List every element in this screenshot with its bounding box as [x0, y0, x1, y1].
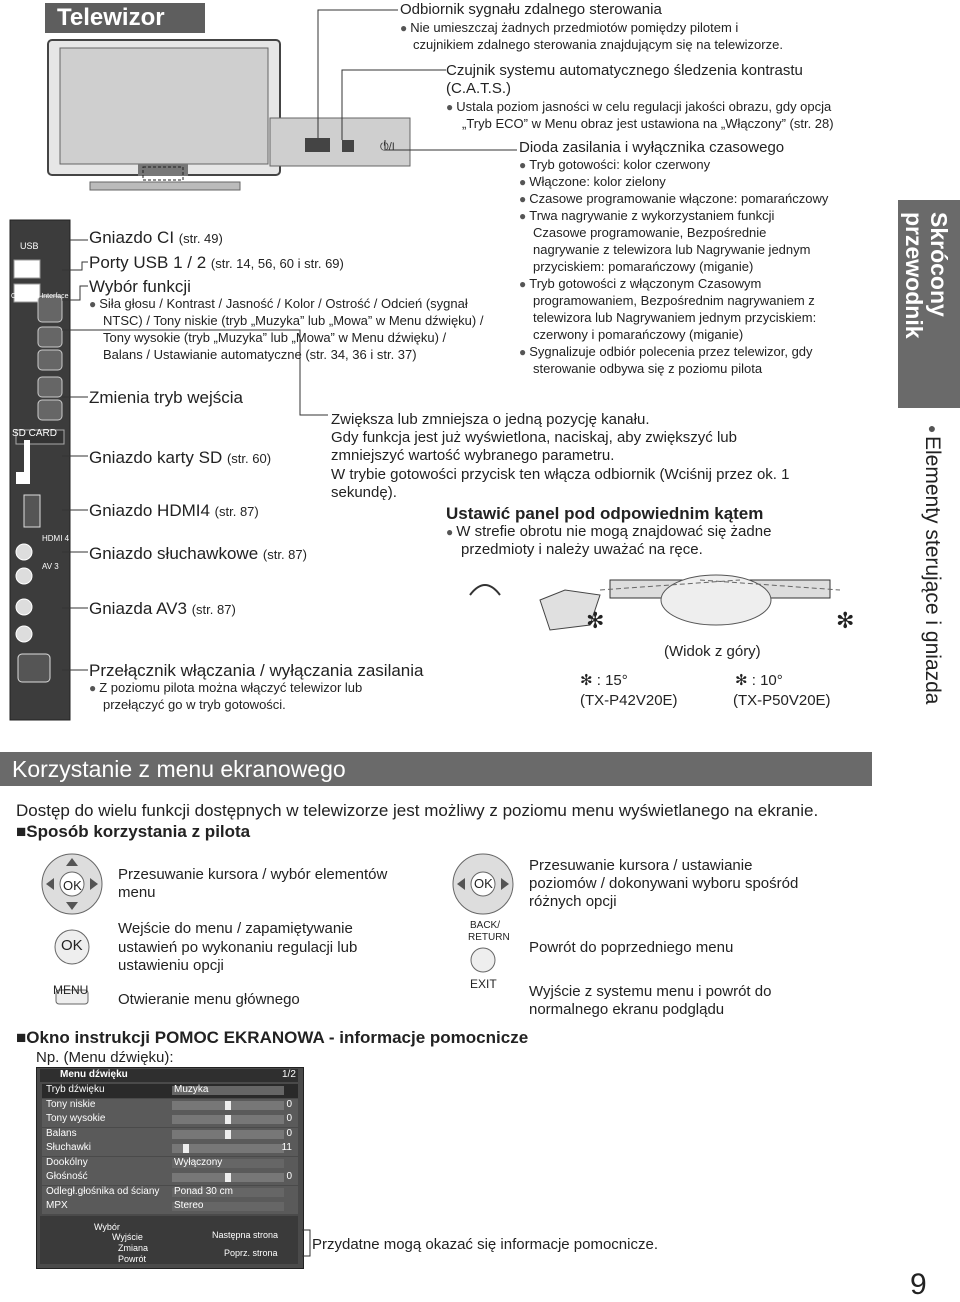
help-note: Przydatne mogą okazać się informacje pomocnicze. [312, 1236, 658, 1253]
menu-window-page: 1/2 [282, 1069, 296, 1080]
menu-row-number: 0 [286, 1127, 292, 1139]
func-select-b1d: Balans / Ustawianie automatyczne (str. 34, 36 i str. 37) [103, 347, 417, 362]
sd-slot-label: Gniazdo karty SD (str. 60) [89, 448, 272, 467]
r6-line1: Wyjście z systemu menu i powrót do [529, 983, 772, 1000]
menu-row[interactable] [42, 1099, 298, 1113]
headphone-label: Gniazdo słuchawkowe (str. 87) [89, 544, 307, 563]
power-switch-b1: ● Z poziomu pilota można włączyć telewizor lub [89, 680, 362, 695]
r4-line1: Przesuwanie kursora / ustawianie [529, 857, 753, 874]
led-b5c: telewizora lub Nagrywaniem jednym przyciskiem: [533, 310, 817, 325]
right-angle: ✻ : 10° [735, 672, 783, 689]
r5-line: Powrót do poprzedniego menu [529, 939, 734, 956]
channel-line3: zmniejszyć wartość wybranego parametru. [331, 447, 615, 464]
hdmi4-label: HDMI 4 [42, 534, 70, 543]
menu-row-value: Muzyka [174, 1084, 209, 1095]
remote-heading: ■Sposób korzystania z pilota [16, 822, 251, 841]
menu-row-label: Balans [46, 1127, 77, 1139]
r1-line2: menu [118, 884, 156, 901]
return-label: RETURN [468, 932, 510, 943]
led-b2: ● Włączone: kolor zielony [519, 174, 666, 189]
hdmi4-callout: Gniazdo HDMI4 (str. 87) [89, 501, 259, 520]
section-intro: Dostęp do wielu funkcji dostępnych w telewizorze jest możliwy z poziomu menu wyświetlanego na ekranie. [16, 801, 819, 820]
menu-row-slider[interactable] [172, 1144, 284, 1153]
menu-row-label: Tony wysokie [46, 1113, 106, 1124]
common-interface-label: Common Interface [11, 293, 69, 300]
remote-sensor-bullet: ● Nie umieszczaj żadnych przedmiotów pomiędzy pilotem i [400, 20, 738, 35]
footer-wyjscie: Wyjście [112, 1232, 143, 1242]
footer-next: Następna strona [212, 1230, 279, 1240]
menu-row-value: Stereo [174, 1200, 204, 1211]
cats-title: Czujnik systemu automatycznego śledzenia kontrastu [446, 62, 803, 79]
panel-angle-b1b: przedmioty i należy uważać na ręce. [461, 541, 703, 558]
led-b4d: przyciskiem: pomarańczowy (miganie) [533, 259, 754, 274]
remote-sensor-title: Odbiornik sygnału zdalnego sterowania [400, 1, 662, 18]
back-label: BACK/ [470, 920, 501, 931]
func-select-b1b: NTSC) / Tony niskie (tryb „Muzyka” lub „Mowa” w Menu dźwięku) / [103, 313, 484, 328]
footer-powrot: Powrót [118, 1254, 147, 1264]
menu-row[interactable] [42, 1113, 298, 1127]
exit-label: EXIT [470, 977, 497, 991]
r4-line2: poziomów / dokonywani wyboru spośród [529, 875, 799, 892]
menu-row-number: 11 [281, 1142, 292, 1153]
menu-row-slider-knob[interactable] [225, 1115, 231, 1124]
func-select-title: Wybór funkcji [89, 277, 191, 296]
func-select-b1c: Tony wysokie (tryb „Muzyka” lub „Mowa” w Menu dźwięku) / [103, 330, 447, 345]
svg-text:⏻/I: ⏻/I [380, 141, 395, 153]
menu-row-label: Dookólny [46, 1156, 88, 1168]
menu-window-title: Menu dźwięku [60, 1069, 128, 1080]
left-model: (TX-P42V20E) [580, 692, 678, 709]
menu-row-value: Wyłączony [174, 1156, 223, 1168]
top-view-label: (Widok z góry) [664, 643, 761, 660]
led-b6b: sterowanie odbywa się z poziomu pilota [533, 361, 763, 376]
menu-row-number: 0 [286, 1113, 292, 1124]
panel-angle-b1: ● W strefie obrotu nie mogą znajdować się żadne [446, 523, 771, 540]
led-b4b: Czasowe programowanie, Bezpośrednie [533, 225, 767, 240]
menu-row-slider-knob[interactable] [225, 1101, 231, 1110]
panel-angle-title: Ustawić panel pod odpowiednim kątem [446, 504, 764, 523]
menu-row[interactable] [42, 1157, 298, 1171]
menu-button-label: MENU [53, 983, 89, 997]
ok-right-label: OK [474, 876, 493, 891]
menu-row-label: Tryb dźwięku [46, 1084, 105, 1095]
cats-title-2: (C.A.T.S.) [446, 80, 512, 97]
menu-row-label: MPX [46, 1200, 68, 1211]
menu-row[interactable] [42, 1084, 298, 1098]
led-b6: ● Sygnalizuje odbiór polecenia przez telewizor, gdy [519, 344, 813, 359]
power-switch-title: Przełącznik włączania / wyłączania zasilania [89, 661, 424, 680]
cats-bullet-cont: „Tryb ECO” w Menu obraz jest ustawiona na „Włączony” (str. 28) [462, 116, 834, 131]
ok-button-label: OK [61, 937, 83, 954]
left-angle: ✻ : 15° [580, 672, 628, 689]
page-number: 9 [910, 1268, 927, 1301]
menu-row-value: Ponad 30 cm [174, 1185, 233, 1197]
r2-line1: Wejście do menu / zapamiętywanie [118, 920, 353, 937]
led-b5b: programowaniem, Bezpośrednim nagrywaniem z [533, 293, 815, 308]
menu-row-number: 0 [286, 1098, 292, 1110]
channel-line5: sekundę). [331, 484, 397, 501]
input-mode-label: Zmienia tryb wejścia [89, 388, 243, 407]
sd-card-label: SD CARD [12, 428, 58, 439]
r3-line: Otwieranie menu głównego [118, 991, 300, 1008]
left-star: ✻ [586, 608, 605, 633]
r1-line1: Przesuwanie kursora / wybór elementów [118, 866, 388, 883]
ok-small-label: OK [63, 878, 82, 893]
r4-line3: różnych opcji [529, 893, 617, 910]
av3-label: AV 3 [42, 562, 59, 571]
menu-row-label: Odległ.głośnika od ściany [46, 1185, 160, 1197]
menu-row-number: 0 [286, 1171, 292, 1182]
led-b4c: nagrywanie z telewizora lub Nagrywanie jednym [533, 242, 811, 257]
side-section-label: ●Elementy sterujące i gniazda [921, 420, 944, 705]
right-model: (TX-P50V20E) [733, 692, 831, 709]
help-heading: ■Okno instrukcji POMOC EKRANOWA - informacje pomocnicze [16, 1028, 529, 1047]
channel-line1: Zwiększa lub zmniejsza o jedną pozycję kanału. [331, 411, 650, 428]
footer-prev: Poprz. strona [224, 1248, 278, 1258]
r2-line3: ustawieniu opcji [118, 957, 224, 974]
r2-line2: ustawień po wykonaniu regulacji lub [118, 939, 358, 956]
remote-sensor-bullet-cont: czujnikiem zdalnego sterowania znajdującym się na telewizorze. [413, 37, 783, 52]
led-b5: ● Tryb gotowości z włączonym Czasowym [519, 276, 761, 291]
example-label: Np. (Menu dźwięku): [36, 1049, 174, 1066]
menu-row[interactable] [42, 1171, 298, 1185]
usb-label: USB [20, 241, 39, 251]
side-tab-line1: Skrócony [926, 212, 952, 317]
led-b3: ● Czasowe programowanie włączone: pomarańczowy [519, 191, 828, 206]
channel-line4: W trybie gotowości przycisk ten włącza odbiornik (Wciśnij przez ok. 1 [331, 466, 790, 483]
menu-row-label: Tony niskie [46, 1098, 96, 1110]
r6-line2: normalnego ekranu podglądu [529, 1001, 725, 1018]
right-star: ✻ [836, 608, 855, 633]
led-b1: ● Tryb gotowości: kolor czerwony [519, 157, 710, 172]
menu-row[interactable] [42, 1186, 298, 1200]
av3-callout: Gniazda AV3 (str. 87) [89, 599, 236, 618]
led-title: Dioda zasilania i wyłącznika czasowego [519, 139, 785, 156]
menu-row-label: Głośność [46, 1171, 88, 1182]
side-tab-line2: przewodnik [901, 212, 927, 339]
page-title: Telewizor [45, 3, 205, 33]
ci-slot-label: Gniazdo CI (str. 49) [89, 228, 223, 247]
cats-bullet: ● Ustala poziom jasności w celu regulacji jakości obrazu, gdy opcja [446, 99, 831, 114]
usb-ports-label: Porty USB 1 / 2 (str. 14, 56, 60 i str. 69) [89, 253, 344, 272]
menu-row-slider-knob[interactable] [225, 1130, 231, 1139]
led-b4: ● Trwa nagrywanie z wykorzystaniem funkcji [519, 208, 774, 223]
menu-row[interactable] [42, 1142, 298, 1156]
footer-wybor: Wybór [94, 1222, 120, 1232]
power-switch-b1b: przełączyć go w tryb gotowości. [103, 697, 286, 712]
menu-row[interactable] [42, 1128, 298, 1142]
menu-row-slider-knob[interactable] [225, 1173, 231, 1182]
func-select-b1: ● Siła głosu / Kontrast / Jasność / Kolor / Ostrość / Odcień (sygnał [89, 296, 468, 311]
led-b5d: czerwony i pomarańczowy (miganie) [533, 327, 744, 342]
menu-row[interactable] [42, 1200, 298, 1214]
section-title: Korzystanie z menu ekranowego [0, 752, 872, 786]
menu-row-slider-knob[interactable] [183, 1144, 189, 1153]
channel-line2: Gdy funkcja jest już wyświetlona, naciskaj, aby zwiększyć lub [331, 429, 737, 446]
menu-row-label: Słuchawki [46, 1142, 92, 1153]
footer-zmiana: Zmiana [118, 1243, 149, 1253]
